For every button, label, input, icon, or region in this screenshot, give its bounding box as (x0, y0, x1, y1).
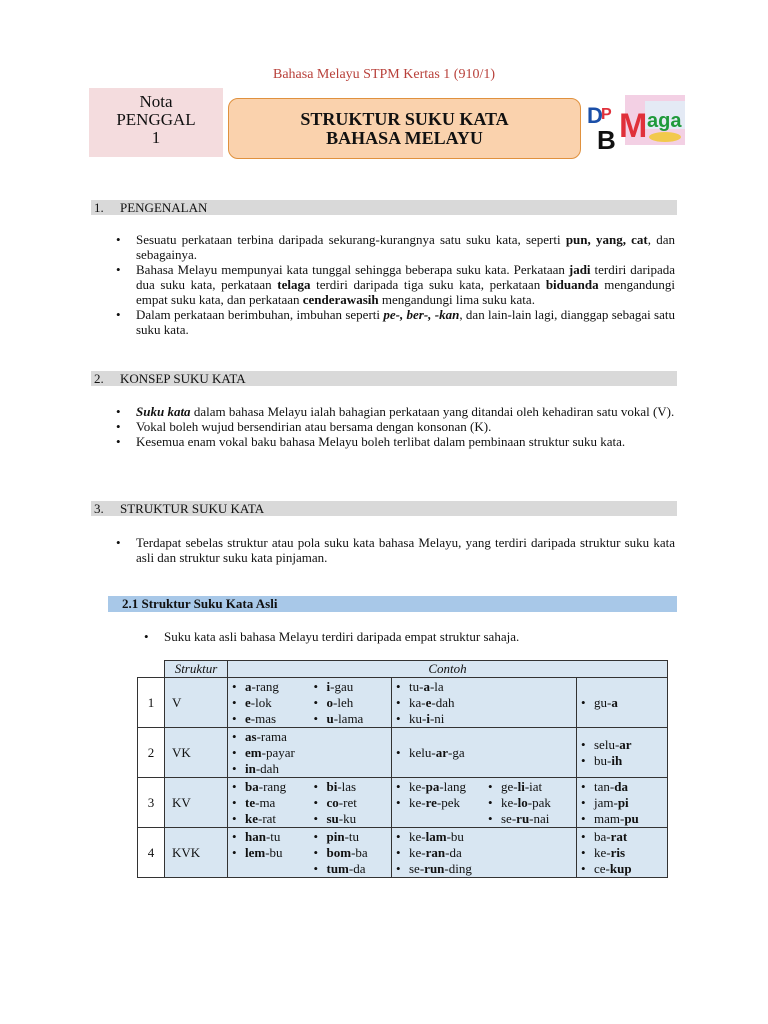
nota-line: PENGGAL (116, 110, 196, 129)
section-heading-konsep (91, 371, 677, 386)
example-word: • te-ma (228, 795, 310, 811)
section-heading-struktur (91, 501, 677, 516)
konsep-list (113, 404, 675, 449)
example-cell (392, 778, 577, 828)
example-cell (228, 778, 392, 828)
document-course-title: Bahasa Melayu STPM Kertas 1 (910/1) (272, 67, 496, 82)
list-item: • Kesemua enam vokal baku bahasa Melayu boleh terlibat dalam pembinaan struktur suku kata. (113, 434, 675, 449)
example-cell (577, 828, 668, 878)
example-word: • ke-lam-bu (392, 829, 484, 845)
example-cell (577, 778, 668, 828)
example-word: • as-rama (228, 729, 310, 745)
example-cell (392, 828, 577, 878)
suku-kata-asli-list (141, 629, 675, 644)
example-word: • ba-rang (228, 779, 310, 795)
struktur-suku-kata-table (137, 660, 668, 878)
example-word: • ke-re-pek (392, 795, 484, 811)
example-word: • jam-pi (577, 795, 667, 811)
page-title-line-2: BAHASA MELAYU (326, 128, 483, 148)
example-word: • u-lama (310, 711, 392, 727)
example-word: • pin-tu (310, 829, 392, 845)
column-header-struktur: Struktur (165, 661, 228, 678)
row-number: 2 (138, 728, 165, 778)
example-word: • han-tu (228, 829, 310, 845)
table-header-row (138, 661, 668, 678)
example-word: • se-run-ding (392, 861, 484, 877)
example-word: • bom-ba (310, 845, 392, 861)
row-struktur: KVK (165, 828, 228, 878)
row-struktur: V (165, 678, 228, 728)
section-heading-pengenalan (91, 200, 677, 215)
example-word: • e-lok (228, 695, 310, 711)
example-word: • selu-ar (577, 737, 667, 753)
nota-line: 1 (151, 128, 161, 147)
list-item: • Bahasa Melayu mempunyai kata tunggal sehingga beberapa suku kata. Perkataan jadi terdiri daripada dua suku kata, perkataan telaga terdiri daripada tiga suku kata, perkataan biduanda mengandungi empat suku kata, dan perkataan cenderawasih mengandungi lima suku kata. (113, 262, 675, 307)
svg-text:P: P (601, 106, 612, 123)
table-corner (138, 661, 165, 678)
struktur-list (113, 535, 675, 565)
example-word: • a-rang (228, 679, 310, 695)
example-word: • ce-kup (577, 861, 667, 877)
section-title: PENGENALAN (120, 200, 208, 215)
svg-text:aga: aga (647, 110, 682, 132)
table-row (138, 678, 668, 728)
example-cell (228, 728, 392, 778)
example-cell (392, 678, 577, 728)
column-header-contoh: Contoh (228, 661, 668, 678)
subsection-heading-suku-kata-asli (108, 596, 677, 612)
example-word: • ke-ran-da (392, 845, 484, 861)
pengenalan-list (113, 232, 675, 337)
table-row (138, 728, 668, 778)
example-word: • gu-a (577, 695, 667, 711)
example-word: • ke-ris (577, 845, 667, 861)
example-word: • in-dah (228, 761, 310, 777)
list-item: • Suku kata asli bahasa Melayu terdiri daripada empat struktur sahaja. (141, 629, 675, 644)
example-word: • ku-i-ni (392, 711, 484, 727)
list-item: • Vokal boleh wujud bersendirian atau bersama dengan konsonan (K). (113, 419, 675, 434)
nota-penggal-box (89, 88, 223, 157)
list-item: • Sesuatu perkataan terbina daripada sekurang-kurangnya satu suku kata, seperti pun, yang, cat, dan sebagainya. (113, 232, 675, 262)
example-word: • ka-e-dah (392, 695, 484, 711)
example-word: • mam-pu (577, 811, 667, 827)
list-item: • Suku kata dalam bahasa Melayu ialah bahagian perkataan yang ditandai oleh kehadiran satu vokal (V). (113, 404, 675, 419)
list-item: • Dalam perkataan berimbuhan, imbuhan seperti pe-, ber-, -kan, dan lain-lain lagi, dianggap sebagai satu suku kata. (113, 307, 675, 337)
example-word: • tan-da (577, 779, 667, 795)
example-word: • ke-pa-lang (392, 779, 484, 795)
table-row (138, 828, 668, 878)
svg-text:D: D (587, 103, 603, 128)
example-word: • ge-li-iat (484, 779, 576, 795)
section-number: 2. (94, 371, 104, 386)
example-word: • tum-da (310, 861, 392, 877)
svg-text:B: B (597, 125, 616, 155)
list-item: • Terdapat sebelas struktur atau pola suku kata bahasa Melayu, yang terdiri daripada struktur suku kata asli dan struktur suku kata pinjaman. (113, 535, 675, 565)
nota-line: Nota (139, 92, 173, 111)
section-number: 1. (94, 200, 104, 215)
svg-text:M: M (619, 107, 648, 145)
example-cell (577, 728, 668, 778)
row-number: 1 (138, 678, 165, 728)
example-word: • lem-bu (228, 845, 310, 861)
example-word: • su-ku (310, 811, 392, 827)
example-word: • bu-ih (577, 753, 667, 769)
example-word: • ba-rat (577, 829, 667, 845)
dbp-maga-logo (585, 93, 687, 155)
example-cell (228, 828, 392, 878)
example-word: • bi-las (310, 779, 392, 795)
row-number: 3 (138, 778, 165, 828)
example-word: • o-leh (310, 695, 392, 711)
example-cell (392, 728, 577, 778)
example-word: • kelu-ar-ga (392, 745, 484, 761)
example-word: • se-ru-nai (484, 811, 576, 827)
example-word: • i-gau (310, 679, 392, 695)
example-word: • co-ret (310, 795, 392, 811)
example-word: • ke-rat (228, 811, 310, 827)
table-row (138, 778, 668, 828)
example-word: • tu-a-la (392, 679, 484, 695)
row-struktur: KV (165, 778, 228, 828)
section-title: STRUKTUR SUKU KATA (120, 501, 265, 516)
section-number: 3. (94, 501, 104, 516)
example-word: • e-mas (228, 711, 310, 727)
row-number: 4 (138, 828, 165, 878)
example-word: • em-payar (228, 745, 310, 761)
page-title-box (228, 98, 581, 159)
subsection-title: 2.1 Struktur Suku Kata Asli (122, 596, 278, 611)
example-cell (577, 678, 668, 728)
example-cell (228, 678, 392, 728)
row-struktur: VK (165, 728, 228, 778)
example-word: • ke-lo-pak (484, 795, 576, 811)
section-title: KONSEP SUKU KATA (120, 371, 246, 386)
page-title-line-1: STRUKTUR SUKU KATA (300, 109, 509, 129)
